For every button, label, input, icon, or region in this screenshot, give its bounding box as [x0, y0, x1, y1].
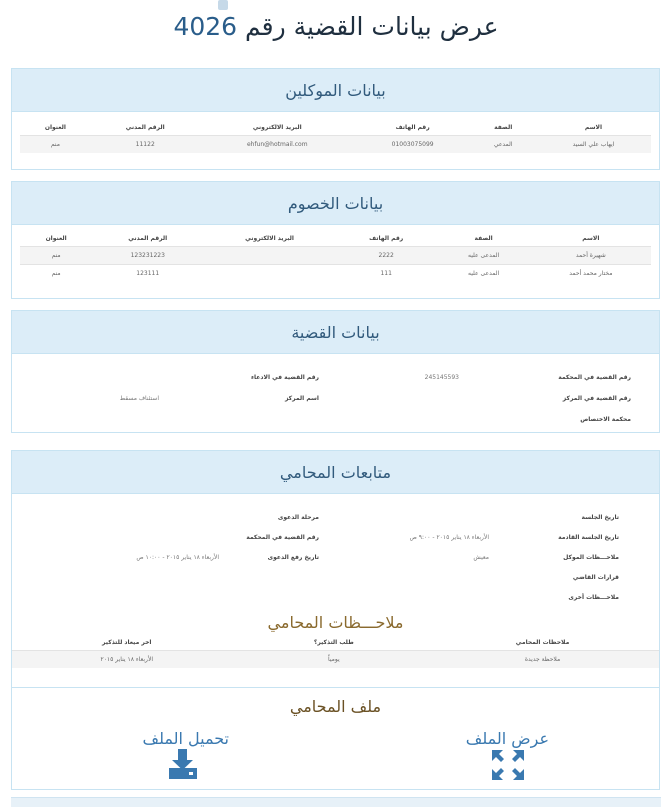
- clients-table: [20, 120, 651, 153]
- cell: ehfun@hotmail.com: [200, 136, 355, 154]
- other-notes-label: ملاحـــظات أخرى: [568, 594, 619, 601]
- next-session-value: الأربعاء ١٨ يناير ٢٠١٥ - ٩:٠٠ ص: [409, 534, 489, 541]
- case-stage-label: مرحلة الدعوى: [277, 514, 319, 521]
- table-header-row: [12, 635, 659, 651]
- col-role: الصفة: [494, 124, 513, 131]
- cell: ايهاب علي السيد: [536, 136, 651, 154]
- cell: 111: [336, 265, 437, 283]
- court-label: محكمة الاختصاص: [580, 416, 631, 423]
- opponents-table: [20, 231, 651, 282]
- cell: 123231223: [92, 247, 203, 265]
- cell: 2222: [336, 247, 437, 265]
- cell: منم: [20, 265, 92, 283]
- opponents-heading: بيانات الخصوم: [12, 182, 659, 225]
- divider: [12, 687, 659, 688]
- table-header-row: [20, 120, 651, 136]
- col-name: الاسم: [582, 235, 600, 242]
- page-title-text: عرض بيانات القضية رقم: [245, 12, 499, 41]
- followup-panel: [11, 450, 660, 790]
- table-row: [20, 136, 651, 154]
- col-name: الاسم: [584, 124, 603, 131]
- col-notes: ملاحظات المحامي: [515, 639, 570, 646]
- client-notes-value: معيش: [473, 554, 489, 561]
- col-email: البريد الالكتروني: [245, 235, 294, 242]
- court-case-no-value: 245145593: [424, 374, 459, 381]
- col-email: البريد الالكتروني: [252, 124, 302, 131]
- cell: ملاحظة جديدة: [426, 651, 659, 669]
- cell: 123111: [92, 265, 203, 283]
- page-title: [0, 12, 672, 41]
- cell: يومياً: [242, 651, 427, 669]
- center-name-value: استئناف مسقط: [119, 395, 159, 402]
- cell: مختار محمد أحمد: [531, 265, 651, 283]
- cell: [203, 247, 336, 265]
- cell: المدعى عليه: [436, 247, 530, 265]
- followup-heading: متابعات المحامي: [12, 451, 659, 494]
- col-address: العنوان: [44, 124, 66, 131]
- prosecution-no-label: رقم القضية في الادعاء: [250, 374, 319, 381]
- col-phone: رقم الهاتف: [369, 235, 404, 242]
- cell: [203, 265, 336, 283]
- col-civil-id: الرقم المدني: [125, 124, 165, 131]
- cell: منم: [20, 136, 91, 154]
- download-icon[interactable]: [168, 748, 198, 780]
- top-decoration: [218, 0, 228, 10]
- opponents-panel: [11, 181, 660, 299]
- center-name-label: اسم المركز: [284, 395, 319, 402]
- cell: المدعي: [470, 136, 536, 154]
- lawyer-notes-table: [12, 635, 659, 668]
- col-civil-id: الرقم المدني: [128, 235, 168, 242]
- session-date-label: تاريخ الجلسة: [581, 514, 619, 521]
- table-row: [20, 265, 651, 283]
- cell: المدعى عليه: [436, 265, 530, 283]
- col-phone: رقم الهاتف: [395, 124, 430, 131]
- case-heading: بيانات القضية: [12, 311, 659, 354]
- table-header-row: [20, 231, 651, 247]
- lawyer-notes-heading: ملاحـــظات المحامي: [267, 613, 404, 632]
- expand-icon[interactable]: [491, 749, 525, 781]
- clients-panel: [11, 68, 660, 170]
- case-number: 4026: [173, 12, 238, 41]
- court-case-no-label: رقم القضية في المحكمة: [246, 534, 319, 541]
- cell: شهيرة أحمد: [531, 247, 651, 265]
- next-session-label: تاريخ الجلسة القادمة: [558, 534, 619, 541]
- clients-heading: بيانات الموكلين: [12, 69, 659, 112]
- col-last-reminder: اخر ميعاد للتذكير: [102, 639, 152, 646]
- cell: 01003075099: [355, 136, 470, 154]
- court-case-no-label: رقم القضية في المحكمة: [558, 374, 631, 381]
- filing-date-label: تاريخ رفع الدعوى: [267, 554, 319, 561]
- cell: منم: [20, 247, 92, 265]
- col-reminder: طلب التذكير؟: [313, 639, 354, 646]
- table-row: [12, 651, 659, 669]
- cell: الأربعاء ١٨ يناير ٢٠١٥: [12, 651, 242, 669]
- lawyer-file-heading: ملف المحامي: [289, 697, 382, 716]
- col-role: الصفة: [474, 235, 493, 242]
- judge-decisions-label: قرارات القاضي: [572, 574, 619, 581]
- cell: 11122: [91, 136, 200, 154]
- download-file-link[interactable]: تحميل الملف: [142, 729, 229, 748]
- table-row: [20, 247, 651, 265]
- client-notes-label: ملاحـــظات الموكل: [563, 554, 619, 561]
- case-panel: [11, 310, 660, 433]
- bottom-panel-edge: [11, 797, 661, 807]
- center-case-no-label: رقم القضية في المركز: [562, 395, 631, 402]
- filing-date-value: الأربعاء ١٨ يناير ٢٠١٥ - ١٠:٠٠ ص: [136, 554, 219, 561]
- col-address: العنوان: [45, 235, 67, 242]
- view-file-link[interactable]: عرض الملف: [465, 729, 549, 748]
